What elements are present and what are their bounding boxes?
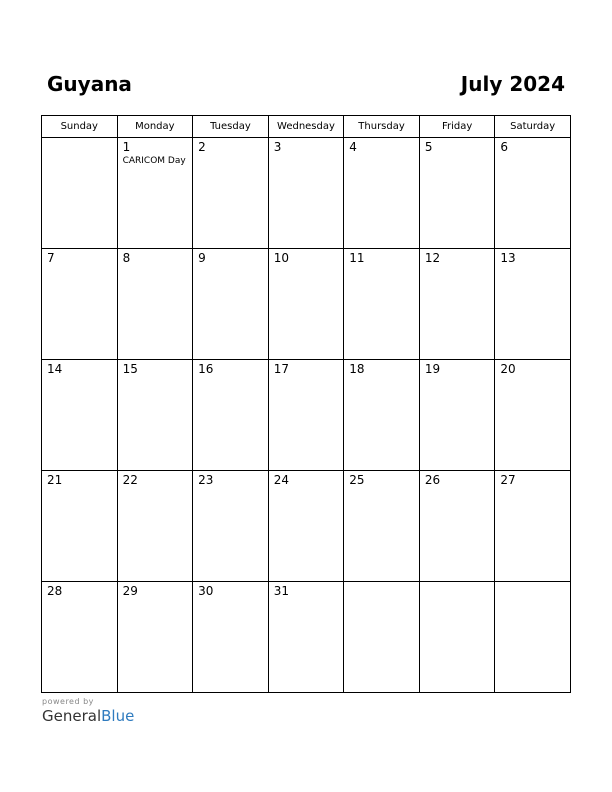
day-cell [419,471,495,582]
day-cell [268,249,344,360]
day-cell [419,582,495,693]
day-cell [268,582,344,693]
day-cell [193,138,269,249]
day-number: 2 [198,140,206,154]
day-number: 18 [349,362,365,376]
day-number: 23 [198,473,214,487]
day-number: 3 [273,140,282,154]
day-number: 21 [47,473,63,487]
day-cell [344,360,420,471]
day-number: 5 [424,140,433,154]
generalblue-logo[interactable] [42,707,134,725]
day-number: 13 [500,251,516,265]
day-number: 14 [47,362,63,376]
day-number: 28 [47,584,63,598]
month-title: July 2024 [460,72,565,96]
weekday-tuesday: Tuesday [193,116,269,138]
day-cell [495,471,571,582]
day-number: 29 [122,584,138,598]
day-cell [117,471,193,582]
day-cell [268,471,344,582]
day-cell [42,138,118,249]
footer-branding [42,697,134,725]
day-cell [42,249,118,360]
day-cell [419,138,495,249]
day-cell [42,360,118,471]
day-number: 24 [273,473,289,487]
day-number: 8 [122,251,131,265]
day-cell [495,360,571,471]
day-number: 11 [349,251,365,265]
day-number: 22 [122,473,138,487]
day-cell [344,471,420,582]
day-cell [117,582,193,693]
powered-by-text: powered by [42,697,94,706]
day-number: 4 [349,140,357,154]
day-cell [193,360,269,471]
weekday-friday: Friday [419,116,495,138]
day-cell [268,360,344,471]
day-number: 16 [198,362,214,376]
day-cell [42,582,118,693]
week-row [42,582,571,693]
day-cell [495,138,571,249]
day-cell [193,582,269,693]
day-cell [117,360,193,471]
calendar-grid [41,115,571,693]
day-number: 1 [122,140,131,154]
country-title: Guyana [47,72,132,96]
day-number: 17 [273,362,289,376]
day-number: 10 [273,251,289,265]
day-number: 6 [500,140,509,154]
day-number: 31 [273,584,289,598]
weekday-wednesday: Wednesday [268,116,344,138]
weekday-header-row [42,116,571,138]
week-row [42,360,571,471]
brand-text-general: General [42,707,102,725]
day-cell [344,138,420,249]
day-cell [193,249,269,360]
day-number: 25 [349,473,365,487]
week-row [42,471,571,582]
day-cell [344,582,420,693]
brand-text-blue: Blue [101,707,135,725]
day-number: 15 [122,362,138,376]
day-cell [193,471,269,582]
day-number: 9 [198,251,206,265]
day-cell [495,582,571,693]
day-number: 20 [500,362,516,376]
weekday-monday: Monday [117,116,193,138]
day-cell [419,360,495,471]
week-row [42,249,571,360]
weekday-thursday: Thursday [344,116,420,138]
day-number: 19 [424,362,441,376]
day-number: 27 [500,473,516,487]
day-cell [42,471,118,582]
day-number: 26 [424,473,441,487]
day-number: 12 [424,251,441,265]
day-cell [117,249,193,360]
day-cell [495,249,571,360]
weekday-sunday: Sunday [42,116,118,138]
weekday-saturday: Saturday [495,116,571,138]
day-cell [268,138,344,249]
day-cell [117,138,193,249]
week-row [42,138,571,249]
holiday-label: CARICOM Day [122,156,186,166]
day-number: 7 [47,251,55,265]
day-number: 30 [198,584,214,598]
day-cell [344,249,420,360]
day-cell [419,249,495,360]
